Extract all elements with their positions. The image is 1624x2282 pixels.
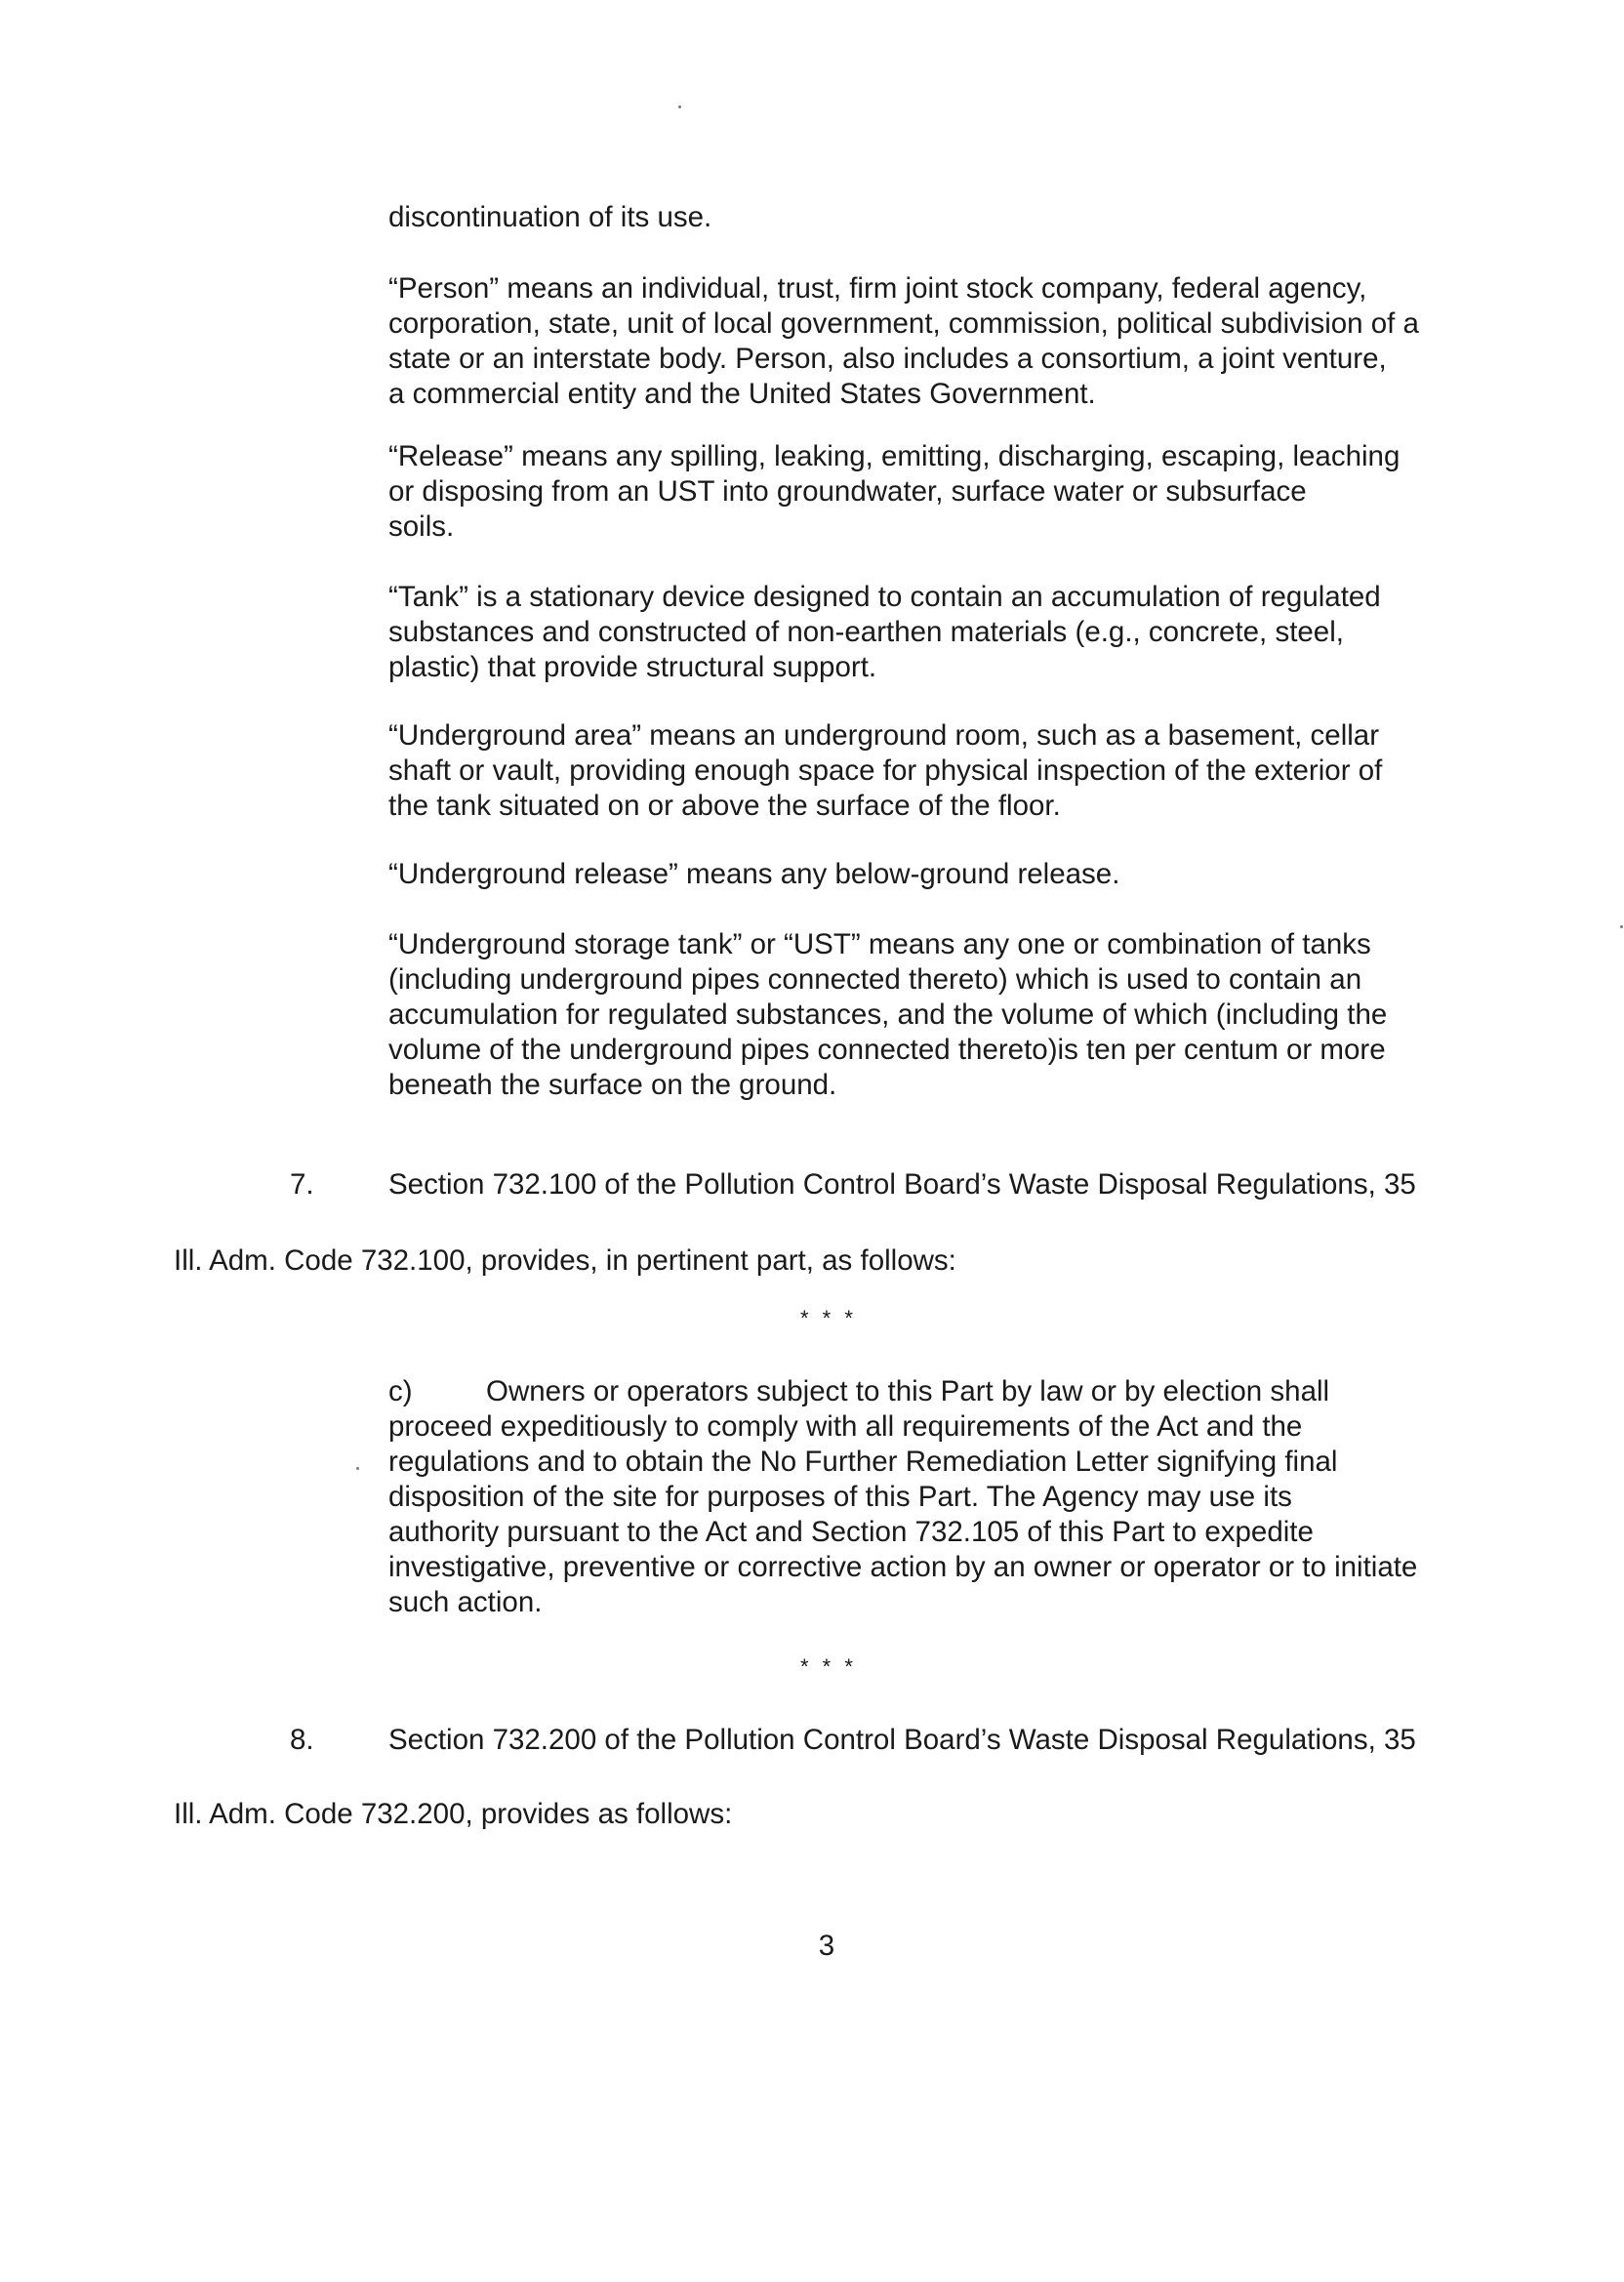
paragraph-7-line-2: Ill. Adm. Code 732.100, provides, in pertinent part, as follows: <box>174 1244 956 1277</box>
definition-underground-release: “Underground release” means any below-ground release. <box>388 858 1120 890</box>
scan-speck <box>1620 925 1623 928</box>
paragraph-8-line-1: Section 732.200 of the Pollution Control Board’s Waste Disposal Regulations, 35 <box>388 1724 1416 1756</box>
section-break-asterisks: * * * <box>800 1306 857 1330</box>
paragraph-7-line-1: Section 732.100 of the Pollution Control Board’s Waste Disposal Regulations, 35 <box>388 1168 1416 1201</box>
subsection-c-first-line-text: Owners or operators subject to this Part by law or by election shall <box>486 1375 1330 1407</box>
definition-underground-storage-tank: “Underground storage tank” or “UST” means any one or combination of tanks (including underground pipes connected thereto) which is used to contain an accumulation for regulated substances, and the volume of which (including the volume of the underground pipes connected thereto)is ten per centum or more beneath the surface on the ground. <box>388 928 1388 1101</box>
paragraph-8-line-2: Ill. Adm. Code 732.200, provides as follows: <box>174 1798 733 1830</box>
subsection-c <box>388 1374 1474 1620</box>
definition-underground-area: “Underground area” means an underground room, such as a basement, cellar shaft or vault, providing enough space for physical inspection of the exterior of the tank situated on or above the surface of the floor. <box>388 719 1383 822</box>
definition-release: “Release” means any spilling, leaking, emitting, discharging, escaping, leaching or disposing from an UST into groundwater, surface water or subsurface soils. <box>388 440 1401 543</box>
definition-person: “Person” means an individual, trust, firm joint stock company, federal agency, corporation, state, unit of local government, commission, political subdivision of a state or an interstate body. Person, also includes a consortium, a joint venture, a commercial entity and the United States Government. <box>388 272 1419 410</box>
paragraph-7-number: 7. <box>290 1168 314 1201</box>
continuation-text: discontinuation of its use. <box>388 201 712 233</box>
subsection-c-first-line <box>388 1374 1474 1409</box>
scan-speck <box>356 1467 359 1470</box>
scan-speck <box>678 105 681 108</box>
page-number: 3 <box>818 1930 835 1962</box>
definition-tank: “Tank” is a stationary device designed to contain an accumulation of regulated substances and constructed of non-earthen materials (e.g., concrete, steel, plastic) that provide structural support. <box>388 581 1381 683</box>
section-break-asterisks: * * * <box>800 1654 857 1679</box>
paragraph-8-number: 8. <box>290 1724 314 1756</box>
subsection-c-body: proceed expeditiously to comply with all requirements of the Act and the regulations and to obtain the No Further Remediation Letter signifying final disposition of the site for purposes of this Part. The Agency may use its authority pursuant to the Act and Section 732.105 of this Part to expedite investigative, preventive or corrective action by an owner or operator or to initiate such action. <box>388 1410 1418 1618</box>
subsection-c-label: c) <box>388 1375 413 1407</box>
